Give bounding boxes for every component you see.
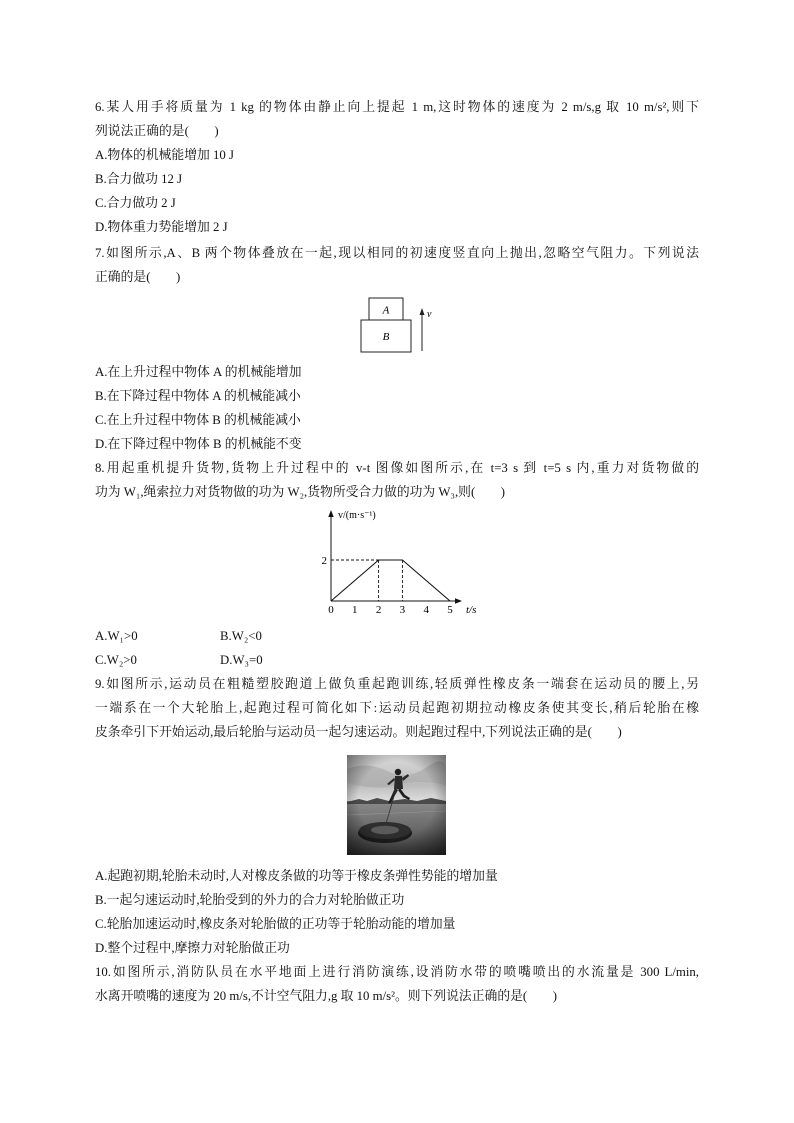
question-stem-line: 功为 W₁,绳索拉力对货物做的功为 W₂,货物所受合力做的功为 W₃,则( ) bbox=[95, 485, 506, 499]
block-b-label: B bbox=[382, 331, 390, 343]
y-axis-arrow-icon bbox=[328, 510, 333, 517]
question-stem-line: 9.如图所示,运动员在粗糙塑胶跑道上做负重起跑训练,轻质弹性橡皮条一端套在运动员的腰上,另 bbox=[95, 677, 699, 691]
option-a[interactable]: A.W₁>0 bbox=[95, 629, 138, 643]
x-tick-label: 5 bbox=[447, 604, 453, 616]
option-row bbox=[95, 624, 699, 648]
x-tick-label: 3 bbox=[399, 604, 406, 616]
option-c[interactable]: C.在上升过程中物体 B 的机械能减小 bbox=[95, 413, 301, 427]
question-stem-line: 正确的是( ) bbox=[95, 270, 181, 284]
question-6 bbox=[95, 95, 699, 239]
option-a[interactable]: A.起跑初期,轮胎未动时,人对橡皮条做的功等于橡皮条弹性势能的增加量 bbox=[95, 869, 498, 883]
option-b[interactable]: B.合力做功 12 J bbox=[95, 172, 183, 186]
question-9 bbox=[95, 672, 699, 960]
velocity-arrow-icon bbox=[420, 308, 425, 315]
question-stem-line: 8.用起重机提升货物,货物上升过程中的 v-t 图像如图所示,在 t=3 s 到 t=5 s 内,重力对货物做的 bbox=[95, 461, 699, 475]
option-d[interactable]: D.整个过程中,摩擦力对轮胎做正功 bbox=[95, 941, 290, 955]
question-stem-line: 列说法正确的是( ) bbox=[95, 124, 219, 138]
option-d[interactable]: D.W₃=0 bbox=[220, 653, 263, 667]
option-b[interactable]: B.一起匀速运动时,轮胎受到的外力的合力对轮胎做正功 bbox=[95, 893, 405, 907]
y-tick-label: 2 bbox=[321, 555, 327, 567]
option-b[interactable]: B.W₂<0 bbox=[220, 629, 262, 643]
option-row bbox=[95, 648, 699, 672]
tire-training-photo-figure bbox=[95, 744, 699, 864]
x-axis-arrow-icon bbox=[455, 598, 462, 603]
option-b[interactable]: B.在下降过程中物体 A 的机械能减小 bbox=[95, 389, 301, 403]
question-column bbox=[95, 95, 699, 1008]
vt-graph bbox=[320, 505, 485, 620]
question-stem-line: 皮条牵引下开始运动,最后轮胎与运动员一起匀速运动。则起跑过程中,下列说法正确的是( ) bbox=[95, 725, 622, 739]
block-a-label: A bbox=[382, 304, 390, 317]
option-d[interactable]: D.在下降过程中物体 B 的机械能不变 bbox=[95, 437, 302, 451]
y-axis-label: v/(m·s⁻¹) bbox=[338, 510, 376, 521]
option-c[interactable]: C.合力做功 2 J bbox=[95, 196, 176, 210]
option-d[interactable]: D.物体重力势能增加 2 J bbox=[95, 220, 228, 234]
question-stem-line: 6.某人用手将质量为 1 kg 的物体由静止向上提起 1 m,这时物体的速度为 2 m/s,g 取 10 m/s²,则下 bbox=[95, 100, 699, 114]
question-stem-line: 7.如图所示,A、B 两个物体叠放在一起,现以相同的初速度竖直向上抛出,忽略空气阻力。下列说法 bbox=[95, 246, 699, 260]
x-tick-label: 1 bbox=[352, 604, 358, 616]
question-10 bbox=[95, 960, 699, 1008]
runner-tire-photo bbox=[347, 755, 446, 855]
x-tick-label: 4 bbox=[423, 604, 429, 616]
stacked-blocks-diagram bbox=[355, 289, 445, 360]
photo-vignette bbox=[347, 755, 446, 855]
question-stem-line: 水离开喷嘴的速度为 20 m/s,不计空气阻力,g 取 10 m/s²。则下列说法正确的是( ) bbox=[95, 989, 558, 1003]
x-axis-label: t/s bbox=[466, 604, 477, 616]
option-a[interactable]: A.物体的机械能增加 10 J bbox=[95, 148, 234, 162]
question-7 bbox=[95, 241, 699, 456]
question-stem-line: 10.如图所示,消防队员在水平地面上进行消防演练,设消防水带的喷嘴喷出的水流量是 300 L/min, bbox=[95, 965, 699, 979]
option-a[interactable]: A.在上升过程中物体 A 的机械能增加 bbox=[95, 365, 302, 379]
x-tick-label: 0 bbox=[328, 604, 334, 616]
velocity-series-line bbox=[331, 560, 450, 601]
vt-graph-figure bbox=[95, 504, 699, 624]
question-stem-line: 一端系在一个大轮胎上,起跑过程可简化如下:运动员起跑初期拉动橡皮条使其变长,稍后轮胎在橡 bbox=[95, 701, 699, 715]
option-c[interactable]: C.轮胎加速运动时,橡皮条对轮胎做的正功等于轮胎动能的增加量 bbox=[95, 917, 456, 931]
option-c[interactable]: C.W₂>0 bbox=[95, 653, 137, 667]
stacked-blocks-figure bbox=[95, 289, 699, 360]
question-8 bbox=[95, 456, 699, 672]
velocity-label: v bbox=[427, 309, 432, 320]
x-tick-label: 2 bbox=[375, 604, 382, 616]
